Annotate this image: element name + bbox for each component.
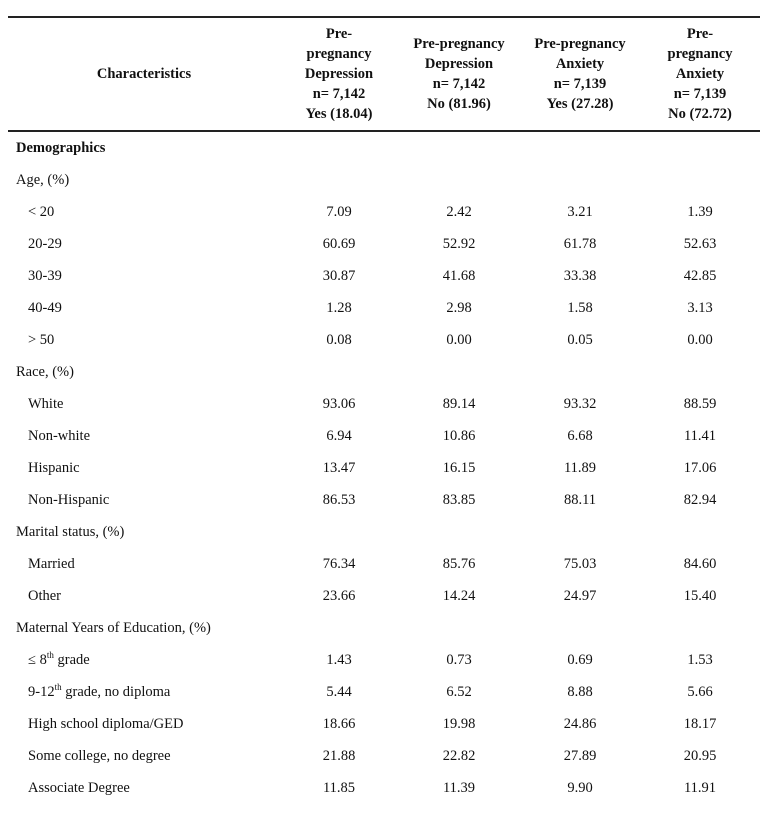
cell-value: 0.08 bbox=[326, 331, 352, 348]
cell-value: 86.53 bbox=[322, 491, 356, 508]
header-line: n= 7,142 bbox=[432, 76, 486, 92]
row-label: Non-white bbox=[28, 427, 91, 444]
table-row bbox=[8, 388, 760, 420]
cell-value bbox=[640, 356, 760, 388]
cell-value: 20.95 bbox=[683, 747, 717, 764]
row-label: > 50 bbox=[28, 331, 55, 348]
cell-value bbox=[280, 516, 398, 548]
cell-value: 52.63 bbox=[683, 235, 717, 252]
header-line: Yes (18.04) bbox=[305, 106, 373, 122]
header-line: Pre-pregnancy bbox=[413, 36, 505, 52]
cell-value: 1.58 bbox=[567, 299, 593, 316]
cell-value: 93.06 bbox=[322, 395, 356, 412]
cell-value: 88.59 bbox=[683, 395, 717, 412]
cell-value: 6.68 bbox=[567, 427, 593, 444]
cell-value bbox=[520, 516, 640, 548]
row-label: Demographics bbox=[16, 139, 106, 156]
cell-value: 41.68 bbox=[442, 267, 476, 284]
cell-value bbox=[280, 356, 398, 388]
row-label: Married bbox=[28, 555, 75, 572]
row-label: Hispanic bbox=[28, 459, 80, 476]
row-label: Other bbox=[28, 587, 62, 604]
row-label: < 20 bbox=[28, 203, 55, 220]
cell-value bbox=[640, 612, 760, 644]
cell-value: 8.88 bbox=[567, 683, 593, 700]
cell-value: 5.44 bbox=[326, 683, 352, 700]
row-label: 20-29 bbox=[28, 235, 62, 252]
cell-value: 15.40 bbox=[683, 587, 717, 604]
cell-value: 13.47 bbox=[322, 459, 356, 476]
table-row bbox=[8, 644, 760, 676]
cell-value: 89.14 bbox=[442, 395, 476, 412]
cell-value bbox=[280, 131, 398, 164]
cell-value: 85.76 bbox=[442, 555, 476, 572]
cell-value: 11.91 bbox=[683, 779, 717, 796]
header-line: No (81.96) bbox=[427, 96, 491, 112]
cell-value: 21.88 bbox=[322, 747, 356, 764]
cell-value: 11.85 bbox=[322, 779, 356, 796]
cell-value: 0.73 bbox=[446, 651, 472, 668]
cell-value: 24.97 bbox=[563, 587, 597, 604]
cell-value: 93.32 bbox=[563, 395, 597, 412]
cell-value: 76.34 bbox=[322, 555, 356, 572]
cell-value: 60.69 bbox=[322, 235, 356, 252]
column-header-4 bbox=[640, 17, 760, 131]
header-line: Pre-pregnancy bbox=[534, 36, 626, 52]
table-row bbox=[8, 484, 760, 516]
cell-value: 42.85 bbox=[683, 267, 717, 284]
header-line: n= 7,139 bbox=[673, 86, 727, 102]
cell-value: 17.06 bbox=[683, 459, 717, 476]
row-label bbox=[8, 676, 280, 708]
cell-value: 6.94 bbox=[326, 427, 352, 444]
label-superscript: th bbox=[54, 681, 62, 692]
cell-value: 1.43 bbox=[326, 651, 352, 668]
cell-value: 82.94 bbox=[683, 491, 717, 508]
table-row bbox=[8, 676, 760, 708]
column-header-2 bbox=[398, 17, 520, 131]
header-line: Depression bbox=[424, 56, 494, 72]
table-row bbox=[8, 548, 760, 580]
table-row bbox=[8, 708, 760, 740]
cell-value: 16.15 bbox=[442, 459, 476, 476]
cell-value bbox=[520, 612, 640, 644]
table-row bbox=[8, 356, 760, 388]
cell-value: 84.60 bbox=[683, 555, 717, 572]
cell-value: 18.66 bbox=[322, 715, 356, 732]
cell-value: 0.05 bbox=[567, 331, 593, 348]
cell-value bbox=[280, 612, 398, 644]
header-line: Yes (27.28) bbox=[546, 96, 614, 112]
row-label: Age, (%) bbox=[16, 171, 70, 188]
cell-value: 0.00 bbox=[446, 331, 472, 348]
row-label bbox=[8, 644, 280, 676]
column-header-characteristics bbox=[8, 17, 280, 131]
table-row bbox=[8, 420, 760, 452]
cell-value: 0.69 bbox=[567, 651, 593, 668]
header-line: Anxiety bbox=[555, 56, 605, 72]
cell-value bbox=[398, 131, 520, 164]
table-row bbox=[8, 612, 760, 644]
cell-value: 88.11 bbox=[563, 491, 597, 508]
header-line: n= 7,142 bbox=[312, 86, 366, 102]
row-label: Some college, no degree bbox=[28, 747, 171, 764]
characteristics-table-container bbox=[8, 16, 760, 804]
header-line: Depression bbox=[304, 66, 374, 82]
cell-value: 30.87 bbox=[322, 267, 356, 284]
row-label: Non-Hispanic bbox=[28, 491, 110, 508]
header-line: pregnancy bbox=[306, 46, 372, 62]
row-label: High school diploma/GED bbox=[28, 715, 184, 732]
header-line: Anxiety bbox=[675, 66, 725, 82]
row-label: Maternal Years of Education, (%) bbox=[16, 619, 211, 636]
cell-value bbox=[640, 516, 760, 548]
cell-value: 22.82 bbox=[442, 747, 476, 764]
table-header-row bbox=[8, 17, 760, 131]
cell-value: 1.39 bbox=[687, 203, 713, 220]
table-row bbox=[8, 196, 760, 228]
cell-value: 1.53 bbox=[687, 651, 713, 668]
row-label: White bbox=[28, 395, 64, 412]
table-row bbox=[8, 260, 760, 292]
cell-value bbox=[280, 164, 398, 196]
header-line: n= 7,139 bbox=[553, 76, 607, 92]
table-row bbox=[8, 324, 760, 356]
cell-value: 0.00 bbox=[687, 331, 713, 348]
cell-value: 2.98 bbox=[446, 299, 472, 316]
characteristics-table bbox=[8, 16, 760, 804]
cell-value: 5.66 bbox=[687, 683, 713, 700]
cell-value: 6.52 bbox=[446, 683, 472, 700]
table-row bbox=[8, 740, 760, 772]
cell-value: 11.39 bbox=[442, 779, 476, 796]
cell-value: 3.13 bbox=[687, 299, 713, 316]
cell-value bbox=[398, 516, 520, 548]
cell-value bbox=[398, 356, 520, 388]
cell-value: 18.17 bbox=[683, 715, 717, 732]
cell-value: 52.92 bbox=[442, 235, 476, 252]
header-line: No (72.72) bbox=[668, 106, 732, 122]
cell-value: 9.90 bbox=[567, 779, 593, 796]
label-part: 9-12 bbox=[28, 683, 55, 700]
row-label: Marital status, (%) bbox=[16, 523, 125, 540]
cell-value: 83.85 bbox=[442, 491, 476, 508]
label-part: grade bbox=[53, 651, 90, 668]
cell-value bbox=[398, 612, 520, 644]
cell-value: 1.28 bbox=[326, 299, 352, 316]
table-row bbox=[8, 516, 760, 548]
table-row bbox=[8, 452, 760, 484]
column-header-1 bbox=[280, 17, 398, 131]
cell-value bbox=[520, 131, 640, 164]
column-header-3 bbox=[520, 17, 640, 131]
table-row bbox=[8, 228, 760, 260]
cell-value: 75.03 bbox=[563, 555, 597, 572]
cell-value bbox=[398, 164, 520, 196]
header-line: Characteristics bbox=[96, 66, 192, 82]
cell-value: 10.86 bbox=[442, 427, 476, 444]
label-part: ≤ 8 bbox=[28, 651, 47, 668]
cell-value: 11.89 bbox=[563, 459, 597, 476]
cell-value: 2.42 bbox=[446, 203, 472, 220]
cell-value bbox=[520, 164, 640, 196]
cell-value: 61.78 bbox=[563, 235, 597, 252]
header-line: pregnancy bbox=[667, 46, 733, 62]
cell-value: 23.66 bbox=[322, 587, 356, 604]
table-row bbox=[8, 292, 760, 324]
header-line: Pre- bbox=[686, 26, 714, 42]
table-row bbox=[8, 772, 760, 804]
table-body bbox=[8, 131, 760, 804]
label-part: grade, no diploma bbox=[61, 683, 171, 700]
cell-value: 19.98 bbox=[442, 715, 476, 732]
cell-value bbox=[640, 131, 760, 164]
table-row bbox=[8, 164, 760, 196]
table-row bbox=[8, 131, 760, 164]
row-label: Race, (%) bbox=[16, 363, 74, 380]
cell-value bbox=[640, 164, 760, 196]
row-label: Associate Degree bbox=[28, 779, 130, 796]
cell-value: 33.38 bbox=[563, 267, 597, 284]
cell-value: 3.21 bbox=[567, 203, 593, 220]
row-label: 30-39 bbox=[28, 267, 62, 284]
row-label: 40-49 bbox=[28, 299, 62, 316]
label-superscript: th bbox=[46, 649, 54, 660]
cell-value: 7.09 bbox=[326, 203, 352, 220]
cell-value: 11.41 bbox=[683, 427, 717, 444]
header-line: Pre- bbox=[325, 26, 353, 42]
cell-value: 27.89 bbox=[563, 747, 597, 764]
cell-value: 14.24 bbox=[442, 587, 476, 604]
cell-value bbox=[520, 356, 640, 388]
table-row bbox=[8, 580, 760, 612]
cell-value: 24.86 bbox=[563, 715, 597, 732]
